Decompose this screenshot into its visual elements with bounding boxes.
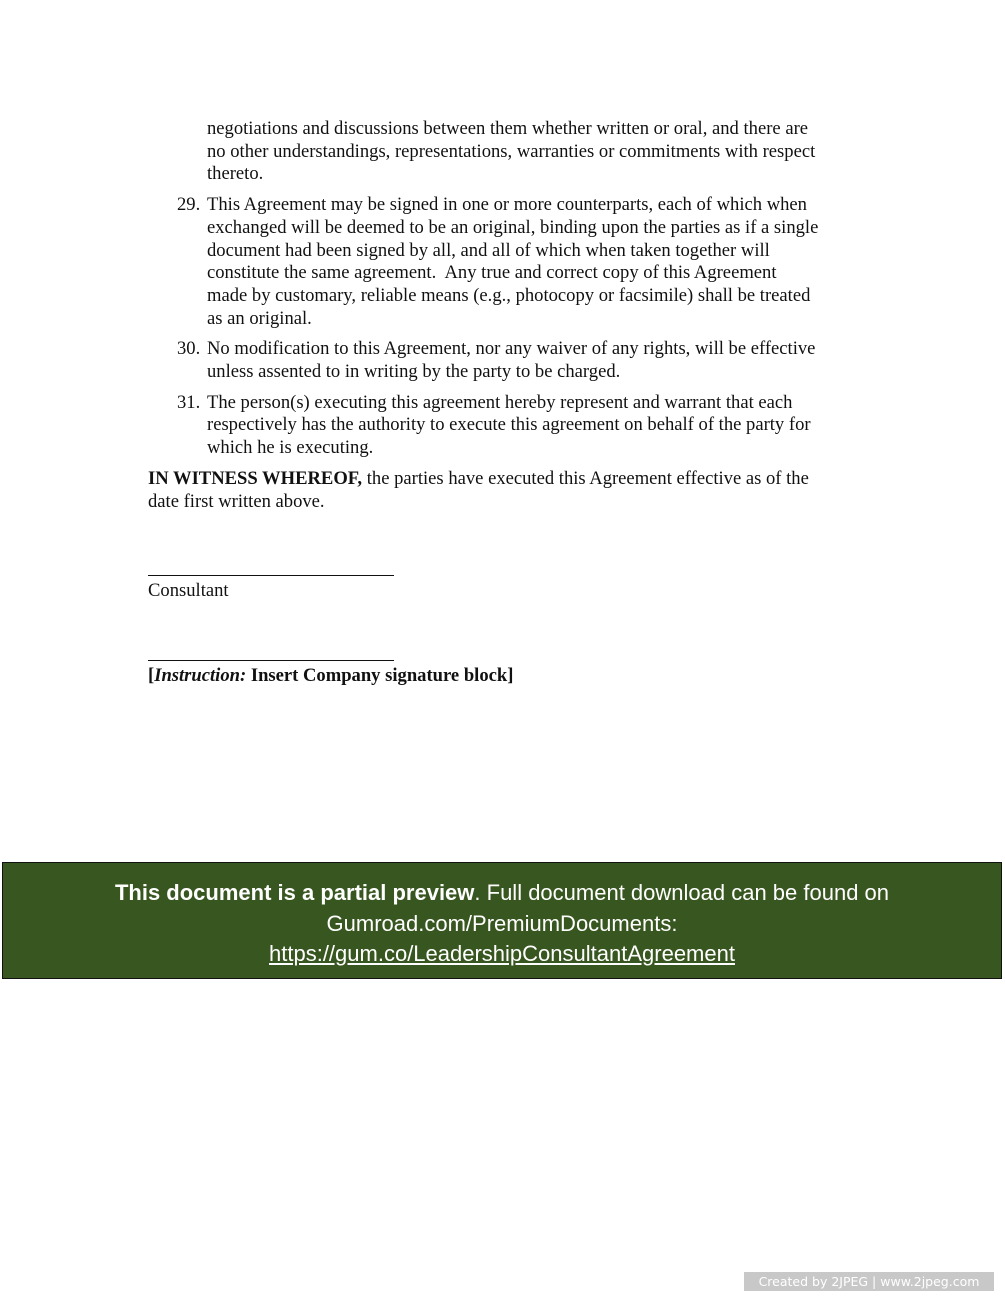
consultant-label: Consultant	[148, 580, 229, 601]
text-line: unless assented to in writing by the party to be charged.	[207, 361, 621, 383]
text-line: respectively has the authority to execute this agreement on behalf of the party for	[207, 414, 811, 436]
witness-paragraph	[148, 468, 868, 513]
banner-text-line2: Gumroad.com/PremiumDocuments:	[326, 910, 678, 936]
bracket: [	[148, 665, 155, 686]
witness-bold: IN WITNESS WHEREOF,	[148, 467, 363, 489]
text-line: document had been signed by all, and all of which when taken together will	[207, 239, 770, 261]
text-line: This Agreement may be signed in one or more counterparts, each of which when	[207, 194, 807, 216]
watermark: Created by 2JPEG | www.2jpeg.com	[744, 1272, 994, 1291]
continuation-paragraph	[148, 118, 868, 186]
clause-30	[148, 338, 868, 383]
text-line: which he is executing.	[207, 437, 374, 459]
clause-29	[148, 194, 868, 330]
text-line: No modification to this Agreement, nor any waiver of any rights, will be effective	[207, 338, 816, 360]
clause-31	[148, 392, 868, 460]
banner-text: . Full document download can be found on	[474, 880, 890, 905]
clause-number: 30.	[177, 338, 201, 360]
clause-number: 31.	[177, 391, 201, 413]
text-line: no other understandings, representations, warranties or commitments with respect	[207, 140, 816, 162]
company-signature-line	[148, 660, 394, 661]
instruction-label: Instruction:	[154, 665, 247, 686]
text-line: exchanged will be deemed to be an original, binding upon the parties as if a single	[207, 216, 819, 238]
download-link[interactable]: https://gum.co/LeadershipConsultantAgreement	[269, 941, 735, 966]
witness-text: the parties have executed this Agreement effective as of the	[362, 467, 809, 489]
text-line: thereto.	[207, 163, 264, 185]
text-line: as an original.	[207, 307, 312, 329]
text-line: The person(s) executing this agreement hereby represent and warrant that each	[207, 391, 793, 413]
text-line: made by customary, reliable means (e.g., photocopy or facsimile) shall be treated	[207, 284, 811, 306]
preview-banner	[2, 862, 1002, 979]
text-line: negotiations and discussions between them whether written or oral, and there are	[207, 118, 809, 139]
consultant-signature-line	[148, 575, 394, 576]
document-body	[148, 118, 868, 513]
text-line: constitute the same agreement. Any true and correct copy of this Agreement	[207, 262, 777, 284]
banner-bold: This document is a partial preview	[114, 880, 475, 905]
instruction-text: Insert Company signature block]	[246, 665, 514, 686]
company-signature-instruction	[148, 665, 513, 687]
witness-text: date first written above.	[148, 490, 325, 512]
clause-number: 29.	[177, 194, 201, 216]
